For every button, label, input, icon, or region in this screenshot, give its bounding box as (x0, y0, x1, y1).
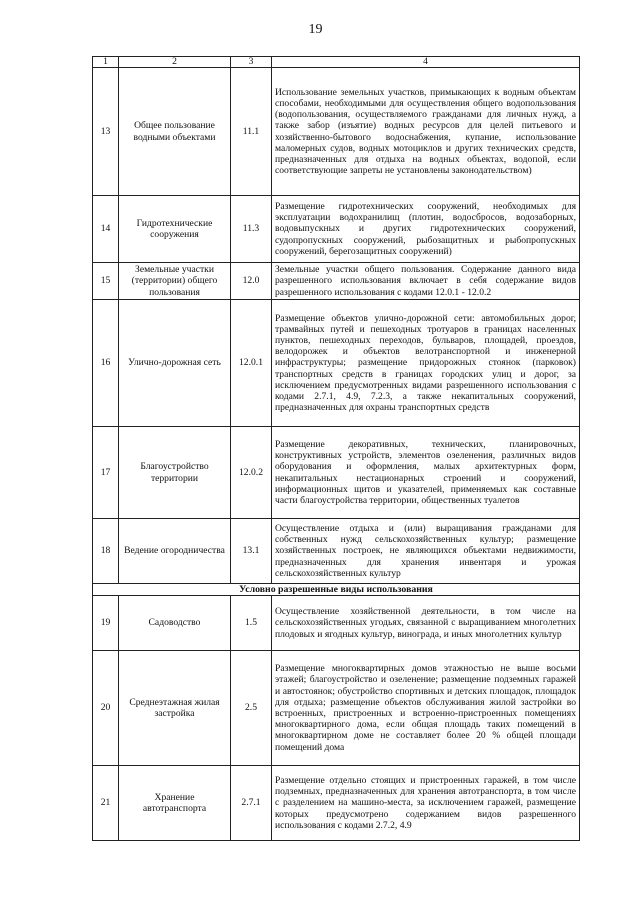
use-type-name: Земельные участки (территории) общего пользования (119, 263, 231, 300)
use-type-description: Осуществление хозяйственной деятельности, в том числе на сельскохозяйственных угодьях, связанной с выращиванием многолетних плодовых и ягодных культур, винограда, и иных многолетних культур (272, 596, 580, 651)
table-row (93, 300, 580, 427)
row-number: 14 (93, 196, 119, 263)
section-title: Условно разрешенные виды использования (93, 584, 580, 596)
use-type-name: Гидротехнические сооружения (119, 196, 231, 263)
use-type-description: Размещение декоративных, технических, планировочных, конструктивных устройств, элементов озеленения, различных видов оборудования и оформления, малых архитектурных форм, некапитальных нестационарных строений и сооружений, информационных щитов и указателей, применяемых как составные части благоустройства территории, общественных туалетов (272, 427, 580, 519)
use-type-name: Улично-дорожная сеть (119, 300, 231, 427)
table-row (93, 196, 580, 263)
use-type-description: Размещение гидротехнических сооружений, необходимых для эксплуатации водохранилищ (плотин, водосбросов, водозаборных, водовыпускных и других гидротехнических сооружений, судопропускных сооружений, рыбозащитных и рыбопропускных сооружений, берегозащитных сооружений) (272, 196, 580, 263)
header-cell: 3 (231, 57, 272, 68)
use-type-name: Садоводство (119, 596, 231, 651)
row-number: 15 (93, 263, 119, 300)
use-type-description: Использование земельных участков, примыкающих к водным объектам способами, необходимыми для осуществления общего водопользования (водопользования, осуществляемого гражданами для личных нужд, а также забор (изъятие) водных ресурсов для целей питьевого и хозяйственно-бытового водоснабжения, купание, использование маломерных судов, водных мотоциклов и других технических средств, предназначенных для отдыха на водных объектах, водопой, если соответствующие запреты не установлены законодательством) (272, 68, 580, 196)
table-row (93, 596, 580, 651)
page-number: 19 (308, 22, 323, 37)
use-type-code: 13.1 (231, 519, 272, 584)
row-number: 20 (93, 651, 119, 766)
use-type-code: 11.1 (231, 68, 272, 196)
row-number: 17 (93, 427, 119, 519)
header-cell: 2 (119, 57, 231, 68)
use-type-description: Размещение отдельно стоящих и пристроенных гаражей, в том числе подземных, предназначенных для хранения автотранспорта, в том числе с разделением на машино-места, за исключением гаражей, размещение которых предусмотрено содержанием видов разрешенного использования с кодами 2.7.2, 4.9 (272, 766, 580, 841)
use-type-name: Общее пользование водными объектами (119, 68, 231, 196)
table-row (93, 766, 580, 841)
table-row (93, 651, 580, 766)
use-type-code: 2.7.1 (231, 766, 272, 841)
use-type-description: Размещение многоквартирных домов этажностью не выше восьми этажей; благоустройство и озеленение; размещение подземных гаражей и автостоянок; обустройство спортивных и детских площадок, площадок для отдыха; размещение объектов обслуживания жилой застройки во встроенных, пристроенных и встроенно-пристроенных помещениях многоквартирного дома, если общая площадь таких помещений в многоквартирном доме не составляет более 20 % общей площади помещений дома (272, 651, 580, 766)
use-type-description: Осуществление отдыха и (или) выращивания гражданами для собственных нужд сельскохозяйственных культур; размещение хозяйственных построек, не являющихся объектами недвижимости, предназначенных для хранения инвентаря и урожая сельскохозяйственных культур (272, 519, 580, 584)
row-number: 21 (93, 766, 119, 841)
land-use-table (92, 56, 580, 841)
row-number: 18 (93, 519, 119, 584)
use-type-code: 1.5 (231, 596, 272, 651)
table-row (93, 263, 580, 300)
table-header-row (93, 57, 580, 68)
table-row (93, 519, 580, 584)
use-type-name: Среднеэтажная жилая застройка (119, 651, 231, 766)
row-number: 16 (93, 300, 119, 427)
use-type-name: Хранение автотранспорта (119, 766, 231, 841)
row-number: 13 (93, 68, 119, 196)
header-cell: 4 (272, 57, 580, 68)
table-row (93, 427, 580, 519)
table-row (93, 68, 580, 196)
use-type-code: 2.5 (231, 651, 272, 766)
use-type-code: 12.0 (231, 263, 272, 300)
use-type-code: 12.0.1 (231, 300, 272, 427)
row-number: 19 (93, 596, 119, 651)
header-cell: 1 (93, 57, 119, 68)
section-header-row (93, 584, 580, 596)
use-type-code: 12.0.2 (231, 427, 272, 519)
use-type-code: 11.3 (231, 196, 272, 263)
use-type-name: Ведение огородничества (119, 519, 231, 584)
use-type-name: Благоустройство территории (119, 427, 231, 519)
use-type-description: Земельные участки общего пользования. Содержание данного вида разрешенного использования включает в себя содержание видов разрешенного использования с кодами 12.0.1 - 12.0.2 (272, 263, 580, 300)
use-type-description: Размещение объектов улично-дорожной сети: автомобильных дорог, трамвайных путей и пешеходных тротуаров в границах населенных пунктов, пешеходных переходов, бульваров, площадей, проездов, велодорожек и объектов велотранспортной и инженерной инфраструктуры; размещение придорожных стоянок (парковок) транспортных средств в границах городских улиц и дорог, за исключением предусмотренных видами разрешенного использования с кодами 2.7.1, 4.9, 7.2.3, а также некапитальных сооружений, предназначенных для охраны транспортных средств (272, 300, 580, 427)
